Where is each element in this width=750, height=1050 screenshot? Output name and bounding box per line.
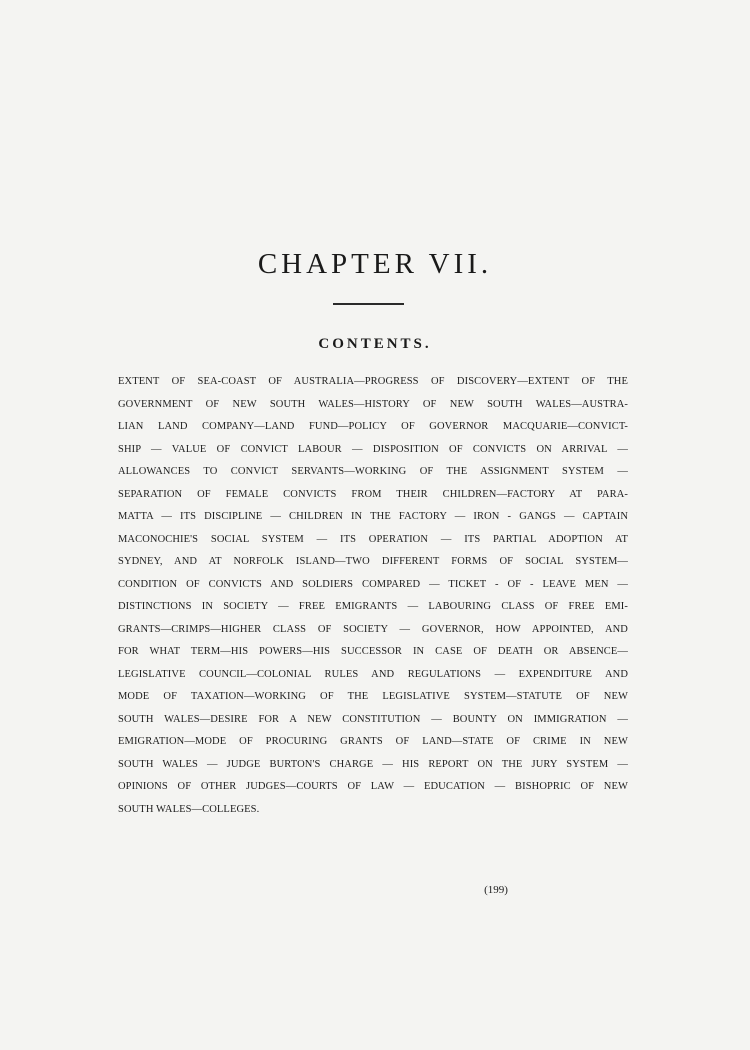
contents-summary	[118, 371, 628, 821]
contents-line: LEGISLATIVE COUNCIL—COLONIAL RULES AND REGULATIONS — EXPENDITURE AND	[118, 668, 628, 680]
contents-line: SOUTH WALES—COLLEGES.	[118, 803, 260, 815]
contents-line: SHIP — VALUE OF CONVICT LABOUR — DISPOSITION OF CONVICTS ON ARRIVAL —	[118, 443, 628, 455]
contents-line: OPINIONS OF OTHER JUDGES—COURTS OF LAW — EDUCATION — BISHOPRIC OF NEW	[118, 781, 628, 792]
contents-heading: CONTENTS.	[318, 336, 432, 352]
contents-line: MACONOCHIE'S SOCIAL SYSTEM — ITS OPERATION — ITS PARTIAL ADOPTION AT	[118, 533, 628, 545]
title-divider	[333, 303, 404, 305]
contents-line: MODE OF TAXATION—WORKING OF THE LEGISLATIVE SYSTEM—STATUTE OF NEW	[118, 691, 628, 702]
contents-line: ALLOWANCES TO CONVICT SERVANTS—WORKING OF THE ASSIGNMENT SYSTEM —	[118, 466, 628, 477]
contents-line: CONDITION OF CONVICTS AND SOLDIERS COMPARED — TICKET - OF - LEAVE MEN —	[118, 578, 628, 590]
contents-line: GOVERNMENT OF NEW SOUTH WALES—HISTORY OF NEW SOUTH WALES—AUSTRA-	[118, 398, 628, 410]
contents-line: EXTENT OF SEA-COAST OF AUSTRALIA—PROGRESS OF DISCOVERY—EXTENT OF THE	[118, 376, 628, 387]
contents-line: SYDNEY, AND AT NORFOLK ISLAND—TWO DIFFERENT FORMS OF SOCIAL SYSTEM—	[118, 556, 628, 567]
chapter-title: CHAPTER VII.	[257, 248, 493, 280]
contents-line: DISTINCTIONS IN SOCIETY — FREE EMIGRANTS — LABOURING CLASS OF FREE EMI-	[118, 601, 628, 612]
contents-line: FOR WHAT TERM—HIS POWERS—HIS SUCCESSOR IN CASE OF DEATH OR ABSENCE—	[118, 646, 628, 657]
contents-line: EMIGRATION—MODE OF PROCURING GRANTS OF LAND—STATE OF CRIME IN NEW	[118, 736, 628, 747]
page-number: (199)	[484, 884, 508, 896]
contents-line: SOUTH WALES—DESIRE FOR A NEW CONSTITUTION — BOUNTY ON IMMIGRATION —	[118, 713, 628, 725]
contents-line: GRANTS—CRIMPS—HIGHER CLASS OF SOCIETY — GOVERNOR, HOW APPOINTED, AND	[118, 623, 628, 635]
contents-line: SEPARATION OF FEMALE CONVICTS FROM THEIR CHILDREN—FACTORY AT PARA-	[118, 488, 628, 500]
contents-line: LIAN LAND COMPANY—LAND FUND—POLICY OF GOVERNOR MACQUARIE—CONVICT-	[118, 421, 628, 432]
contents-line: SOUTH WALES — JUDGE BURTON'S CHARGE — HIS REPORT ON THE JURY SYSTEM —	[118, 758, 628, 770]
contents-line: MATTA — ITS DISCIPLINE — CHILDREN IN THE FACTORY — IRON - GANGS — CAPTAIN	[118, 511, 628, 522]
